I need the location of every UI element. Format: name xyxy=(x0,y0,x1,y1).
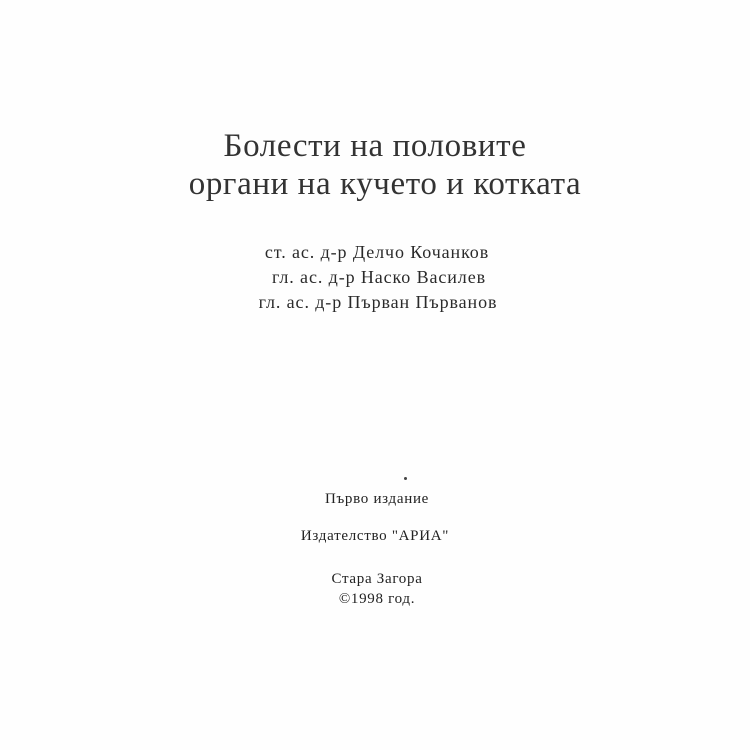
author-3: гл. ас. д-р Първан Първанов xyxy=(258,292,498,312)
book-title-line-2: органи на кучето и котката xyxy=(188,166,582,202)
print-speck xyxy=(404,477,407,480)
book-title xyxy=(0,127,750,203)
publisher-name: Издателство "АРИА" xyxy=(300,528,450,544)
imprint xyxy=(0,569,750,609)
author-1: ст. ас. д-р Делчо Кочанков xyxy=(264,242,490,262)
imprint-city: Стара Загора xyxy=(331,571,423,587)
book-title-line-1: Болести на половите xyxy=(223,128,527,164)
imprint-year: ©1998 год. xyxy=(338,591,416,607)
author-2: гл. ас. д-р Наско Василев xyxy=(272,267,486,287)
authors-list xyxy=(0,240,750,315)
edition-label: Първо издание xyxy=(324,491,430,507)
